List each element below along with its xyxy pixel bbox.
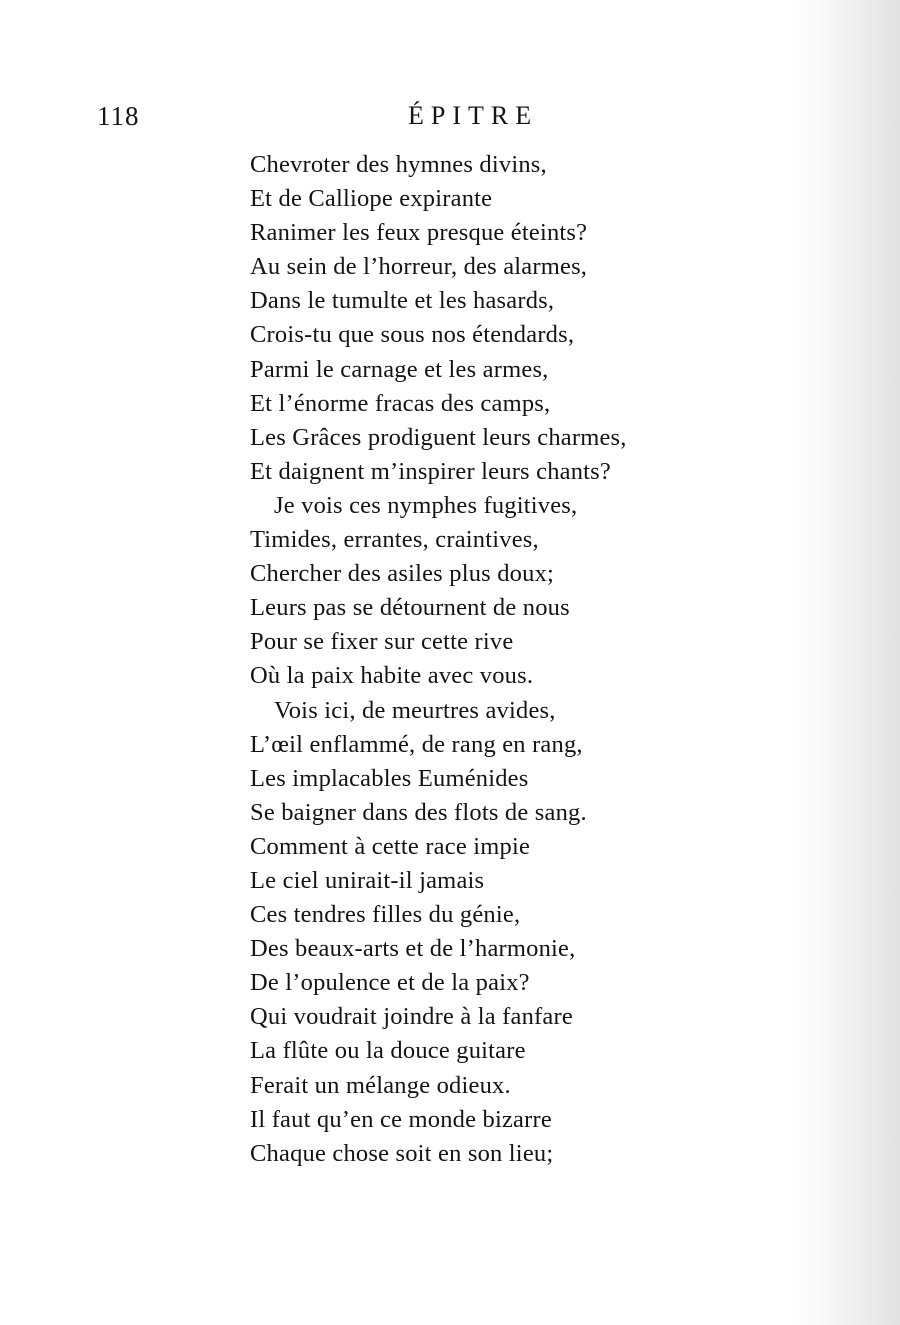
verse-line: Chevroter des hymnes divins,	[250, 151, 547, 178]
verse-line: Se baigner dans des flots de sang.	[250, 798, 587, 826]
verse-line: Chercher des asiles plus doux;	[250, 560, 555, 588]
verse-line: Dans le tumulte et les hasards,	[250, 287, 555, 315]
poem-verse	[250, 148, 627, 1171]
verse-line: Timides, errantes, craintives,	[250, 526, 539, 554]
verse-line: Le ciel unirait-il jamais	[250, 866, 485, 894]
verse-line: Les Grâces prodiguent leurs charmes,	[250, 423, 627, 451]
verse-line: Je vois ces nymphes fugitives,	[274, 491, 578, 519]
verse-line: Parmi le carnage et les armes,	[250, 355, 549, 383]
verse-line: Il faut qu’en ce monde bizarre	[250, 1105, 552, 1133]
verse-line: Chaque chose soit en son lieu;	[250, 1139, 554, 1167]
verse-line: La flûte ou la douce guitare	[250, 1037, 526, 1065]
verse-line: Au sein de l’horreur, des alarmes,	[250, 253, 588, 281]
page-number: 118	[97, 101, 140, 131]
verse-line: Pour se fixer sur cette rive	[250, 628, 514, 656]
verse-line: Et de Calliope expirante	[250, 185, 493, 213]
verse-line: Ferait un mélange odieux.	[250, 1071, 511, 1099]
verse-line: Et l’énorme fracas des camps,	[250, 389, 551, 417]
verse-line: Qui voudrait joindre à la fanfare	[250, 1003, 573, 1031]
verse-line: Des beaux-arts et de l’harmonie,	[250, 935, 576, 963]
verse-line: Et daignent m’inspirer leurs chants?	[250, 457, 611, 485]
verse-line: Vois ici, de meurtres avides,	[274, 696, 556, 724]
verse-line: Les implacables Euménides	[250, 764, 529, 792]
verse-line: Où la paix habite avec vous.	[250, 662, 534, 690]
verse-line: Crois-tu que sous nos étendards,	[250, 321, 575, 349]
verse-line: Comment à cette race impie	[250, 832, 531, 860]
verse-line: Leurs pas se détournent de nous	[250, 594, 570, 622]
running-head-title: ÉPITRE	[408, 101, 539, 130]
verse-line: Ranimer les feux presque éteints?	[250, 219, 588, 247]
verse-line: L’œil enflammé, de rang en rang,	[250, 730, 583, 758]
verse-line: De l’opulence et de la paix?	[250, 969, 530, 997]
verse-line: Ces tendres filles du génie,	[250, 901, 521, 929]
